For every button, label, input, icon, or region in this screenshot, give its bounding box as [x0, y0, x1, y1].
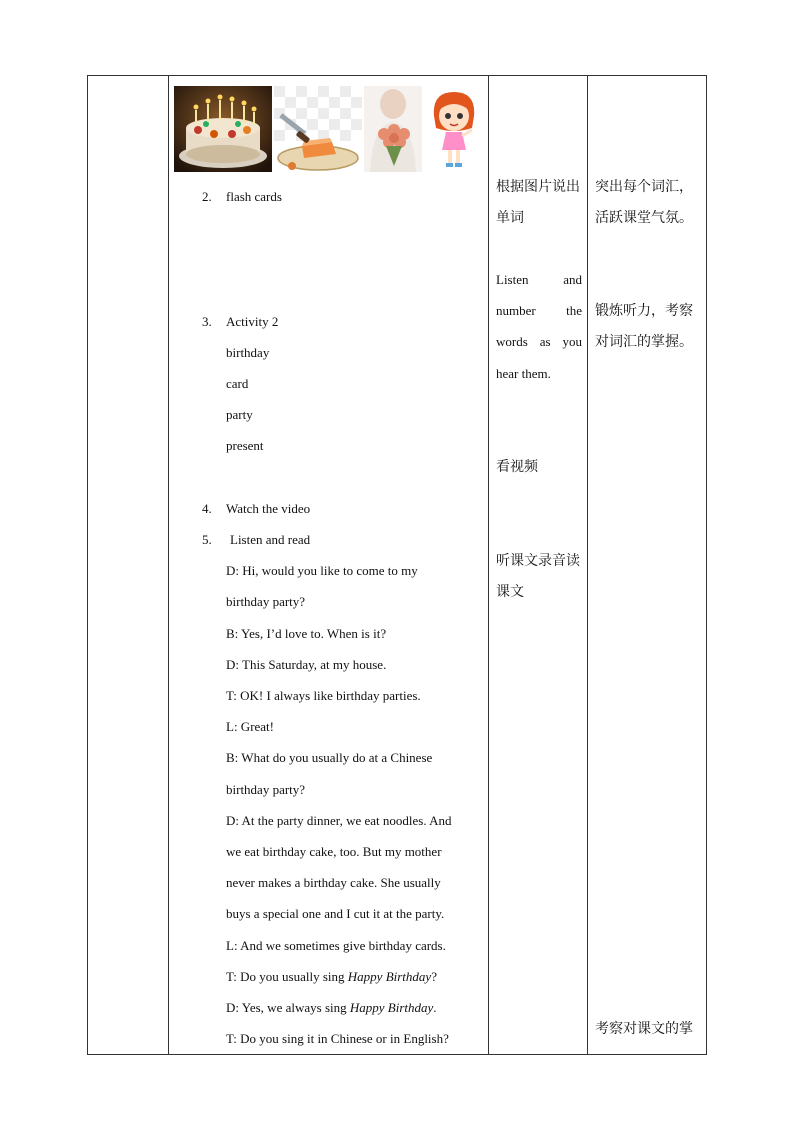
flower-bouquet-photo — [364, 86, 422, 172]
student-activity-text: 听课文录音读 — [496, 553, 580, 569]
item-text: flash cards — [226, 189, 282, 204]
item-text: Activity 2 — [226, 314, 279, 329]
student-activity-text: words as you — [496, 334, 582, 349]
item-number: 2. — [202, 189, 212, 204]
dialogue-line: D: Yes, we always sing Happy Birthday. — [226, 1000, 437, 1015]
dialogue-line: D: This Saturday, at my house. — [226, 657, 387, 672]
birthday-cake-photo — [174, 86, 272, 172]
student-activity-text: number the — [496, 303, 582, 318]
dialogue-line: never makes a birthday cake. She usually — [226, 875, 441, 890]
purpose-text: 锻炼听力，考察 — [595, 303, 693, 319]
purpose-column — [588, 76, 706, 1054]
purpose-text: 突出每个词汇， — [595, 179, 693, 195]
student-activity-text: 看视频 — [496, 459, 538, 475]
student-activity-text: 根据图片说出 — [496, 179, 580, 195]
song-title: Happy Birthday — [349, 1000, 434, 1015]
dialogue-line: buys a special one and I cut it at the party. — [226, 906, 445, 921]
picture-strip — [174, 86, 484, 174]
dialogue-line: T: Do you sing it in Chinese or in English? — [226, 1031, 449, 1046]
student-activity-text: hear them. — [496, 366, 551, 381]
dialogue-line: B: Yes, I’d love to. When is it? — [226, 626, 387, 641]
dialogue-line: birthday party? — [226, 782, 306, 797]
purpose-text: 对词汇的掌握。 — [595, 334, 693, 350]
item-number: 4. — [202, 501, 212, 516]
purpose-text: 考察对课文的掌 — [595, 1021, 693, 1037]
student-activity-text: 单词 — [496, 210, 524, 226]
cake-cutting-illustration — [274, 86, 362, 172]
student-activity-column — [489, 76, 587, 1054]
cartoon-girl-illustration — [426, 86, 482, 172]
dialogue-line: D: At the party dinner, we eat noodles. And — [226, 813, 452, 828]
purpose-text: 活跃课堂气氛。 — [595, 210, 693, 226]
item-text: Watch the video — [226, 501, 311, 516]
song-title: Happy Birthday — [347, 969, 432, 984]
dialogue-line: L: And we sometimes give birthday cards. — [226, 938, 446, 953]
procedure-column: 2. flash cards 3. Activity 2 birthday card party present 4. Watch the video 5. Listen and read D: Hi, would you like to come to my birthday party? B: Yes, I’d love to. When is it? D: This Saturday, at my house. T: OK! I always like birthday parties. L: Great! B: What do you usually do at a Chinese birthday party? D: At the party dinner, we eat noodles. And we eat birthday cake, too. But my mother never makes a birthday cake. She usually buys a special one and I cut it at the party. L: And we sometimes give birthday cards. T: Do you usually sing Happy Birthday? D: Yes, we always sing Happy Birthday. T: Do you sing it in Chinese or in English? — [168, 76, 488, 1054]
dialogue-line: B: What do you usually do at a Chinese — [226, 750, 433, 765]
item-number: 3. — [202, 314, 212, 329]
dialogue-line: we eat birthday cake, too. But my mother — [226, 844, 442, 859]
dialogue-line: L: Great! — [226, 719, 275, 734]
student-activity-text: Listen and — [496, 272, 582, 287]
lesson-table — [87, 75, 707, 1055]
dialogue-line: birthday party? — [226, 594, 306, 609]
item-number: 5. — [202, 532, 212, 547]
student-activity-text: 课文 — [496, 584, 524, 600]
dialogue-line: T: Do you usually sing Happy Birthday? — [226, 969, 437, 984]
dialogue-line: T: OK! I always like birthday parties. — [226, 688, 421, 703]
dialogue-line: D: Hi, would you like to come to my — [226, 563, 418, 578]
item-text: Listen and read — [230, 532, 311, 547]
